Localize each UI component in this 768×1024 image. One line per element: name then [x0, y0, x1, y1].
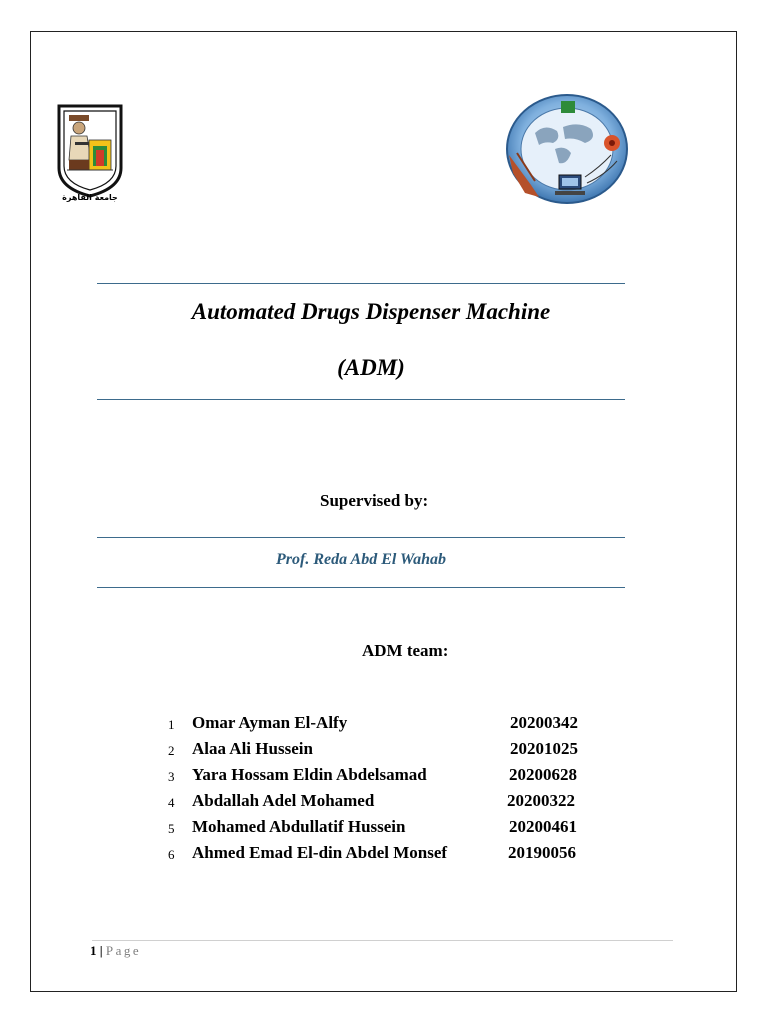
page-label: Page [105, 943, 142, 958]
team-list [168, 713, 628, 869]
member-id: 20190056 [508, 843, 576, 862]
supervisor-name: Prof. Reda Abd El Wahab [276, 551, 446, 568]
member-name: Mohamed Abdullatif Hussein [192, 817, 406, 836]
member-number: 2 [168, 743, 175, 758]
page-footer [90, 943, 141, 959]
member-number: 3 [168, 769, 175, 784]
team-member-row [168, 843, 628, 869]
member-number: 6 [168, 847, 175, 862]
title-rule-top [97, 283, 625, 284]
cairo-university-logo [55, 100, 125, 205]
member-name: Ahmed Emad El-din Abdel Monsef [192, 843, 448, 862]
document-title-abbrev: (ADM) [337, 355, 405, 380]
member-id: 20200322 [507, 791, 575, 810]
team-member-row [168, 817, 628, 843]
member-id: 20200628 [509, 765, 577, 784]
page-number: 1 [90, 943, 97, 958]
supervisor-rule-bottom [97, 587, 625, 588]
member-name: Omar Ayman El-Alfy [192, 713, 348, 732]
cairo-university-caption: جامعة القاهرة [62, 193, 118, 202]
member-name: Abdallah Adel Mohamed [192, 791, 375, 810]
member-number: 5 [168, 821, 175, 836]
document-title: Automated Drugs Dispenser Machine [191, 299, 551, 324]
member-name: Alaa Ali Hussein [192, 739, 313, 758]
member-id: 20201025 [510, 739, 578, 758]
team-member-row [168, 713, 628, 739]
member-number: 1 [168, 717, 175, 732]
title-rule-bottom [97, 399, 625, 400]
member-id: 20200342 [510, 713, 578, 732]
team-member-row [168, 739, 628, 765]
supervised-by-label: Supervised by: [320, 491, 429, 510]
team-member-row [168, 765, 628, 791]
member-id: 20200461 [509, 817, 577, 836]
member-number: 4 [168, 795, 175, 810]
page-separator: | [99, 943, 103, 958]
supervisor-rule-top [97, 537, 625, 538]
member-name: Yara Hossam Eldin Abdelsamad [192, 765, 427, 784]
team-member-row [168, 791, 628, 817]
faculty-seal-logo [505, 93, 630, 208]
team-label: ADM team: [362, 641, 449, 660]
footer-rule [92, 940, 673, 941]
